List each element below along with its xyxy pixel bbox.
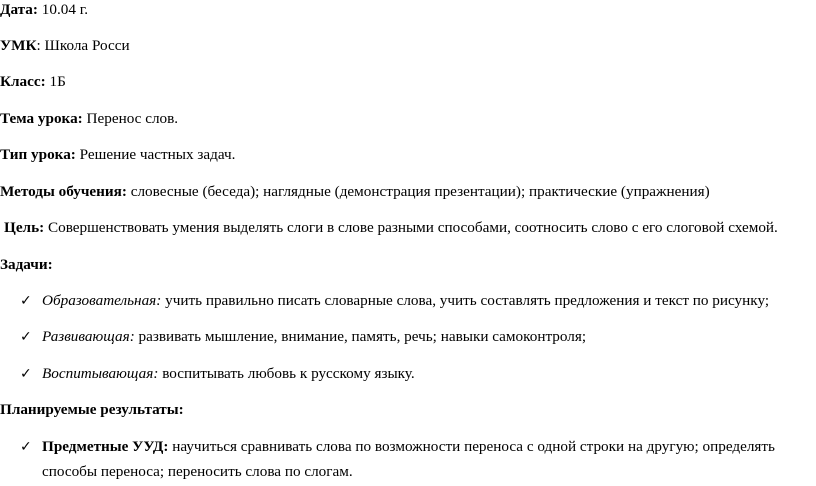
task-item-text: учить правильно писать словарные слова, учить составлять предложения и текст по рисунку; xyxy=(161,292,770,309)
result-item xyxy=(42,437,775,457)
methods-value: словесные (беседа); наглядные (демонстрация презентации); практические (упражнения) xyxy=(126,183,710,200)
task-item xyxy=(42,327,586,347)
results-heading-label: Планируемые результаты: xyxy=(0,401,184,418)
check-icon: ✓ xyxy=(20,366,32,382)
umk-line xyxy=(0,36,130,56)
task-item-text: воспитывать любовь к русскому языку. xyxy=(158,365,415,382)
task-item xyxy=(42,291,769,311)
date-value: 10.04 г. xyxy=(37,1,89,18)
task-item-label: Развивающая: xyxy=(42,328,135,345)
umk-label: УМК xyxy=(0,37,37,54)
task-item xyxy=(42,364,415,384)
topic-label: Тема урока: xyxy=(0,110,83,127)
tasks-heading xyxy=(0,255,53,275)
result-item-continuation xyxy=(42,462,353,482)
lesson-type-line xyxy=(0,145,235,165)
goal-label: Цель: xyxy=(4,219,45,236)
topic-value: Перенос слов. xyxy=(82,110,179,127)
goal-line xyxy=(4,218,778,238)
lesson-type-label: Тип урока: xyxy=(0,146,76,163)
methods-label: Методы обучения: xyxy=(0,183,127,200)
task-item-label: Воспитывающая: xyxy=(42,365,159,382)
class-label: Класс: xyxy=(0,73,46,90)
methods-line xyxy=(0,182,710,202)
goal-value: Совершенствовать умения выделять слоги в слове разными способами, соотносить слово с его слоговой схемой. xyxy=(44,219,778,236)
class-value: 1Б xyxy=(45,73,66,90)
lesson-type-value: Решение частных задач. xyxy=(75,146,236,163)
result-item-label: Предметные УУД: xyxy=(42,438,169,455)
results-heading xyxy=(0,400,184,420)
topic-line xyxy=(0,109,178,129)
check-icon: ✓ xyxy=(20,293,32,309)
date-line xyxy=(0,0,88,20)
result-item-continuation-text: способы переноса; переносить слова по слогам. xyxy=(42,463,353,480)
tasks-heading-label: Задачи: xyxy=(0,256,53,273)
check-icon: ✓ xyxy=(20,329,32,345)
date-label: Дата: xyxy=(0,1,38,18)
task-item-label: Образовательная: xyxy=(42,292,162,309)
check-icon: ✓ xyxy=(20,439,32,455)
result-item-text: научиться сравнивать слова по возможности переноса с одной строки на другую; определять xyxy=(168,438,775,455)
class-line xyxy=(0,72,66,92)
umk-value: : Школа Росси xyxy=(36,37,130,54)
task-item-text: развивать мышление, внимание, память, речь; навыки самоконтроля; xyxy=(134,328,587,345)
